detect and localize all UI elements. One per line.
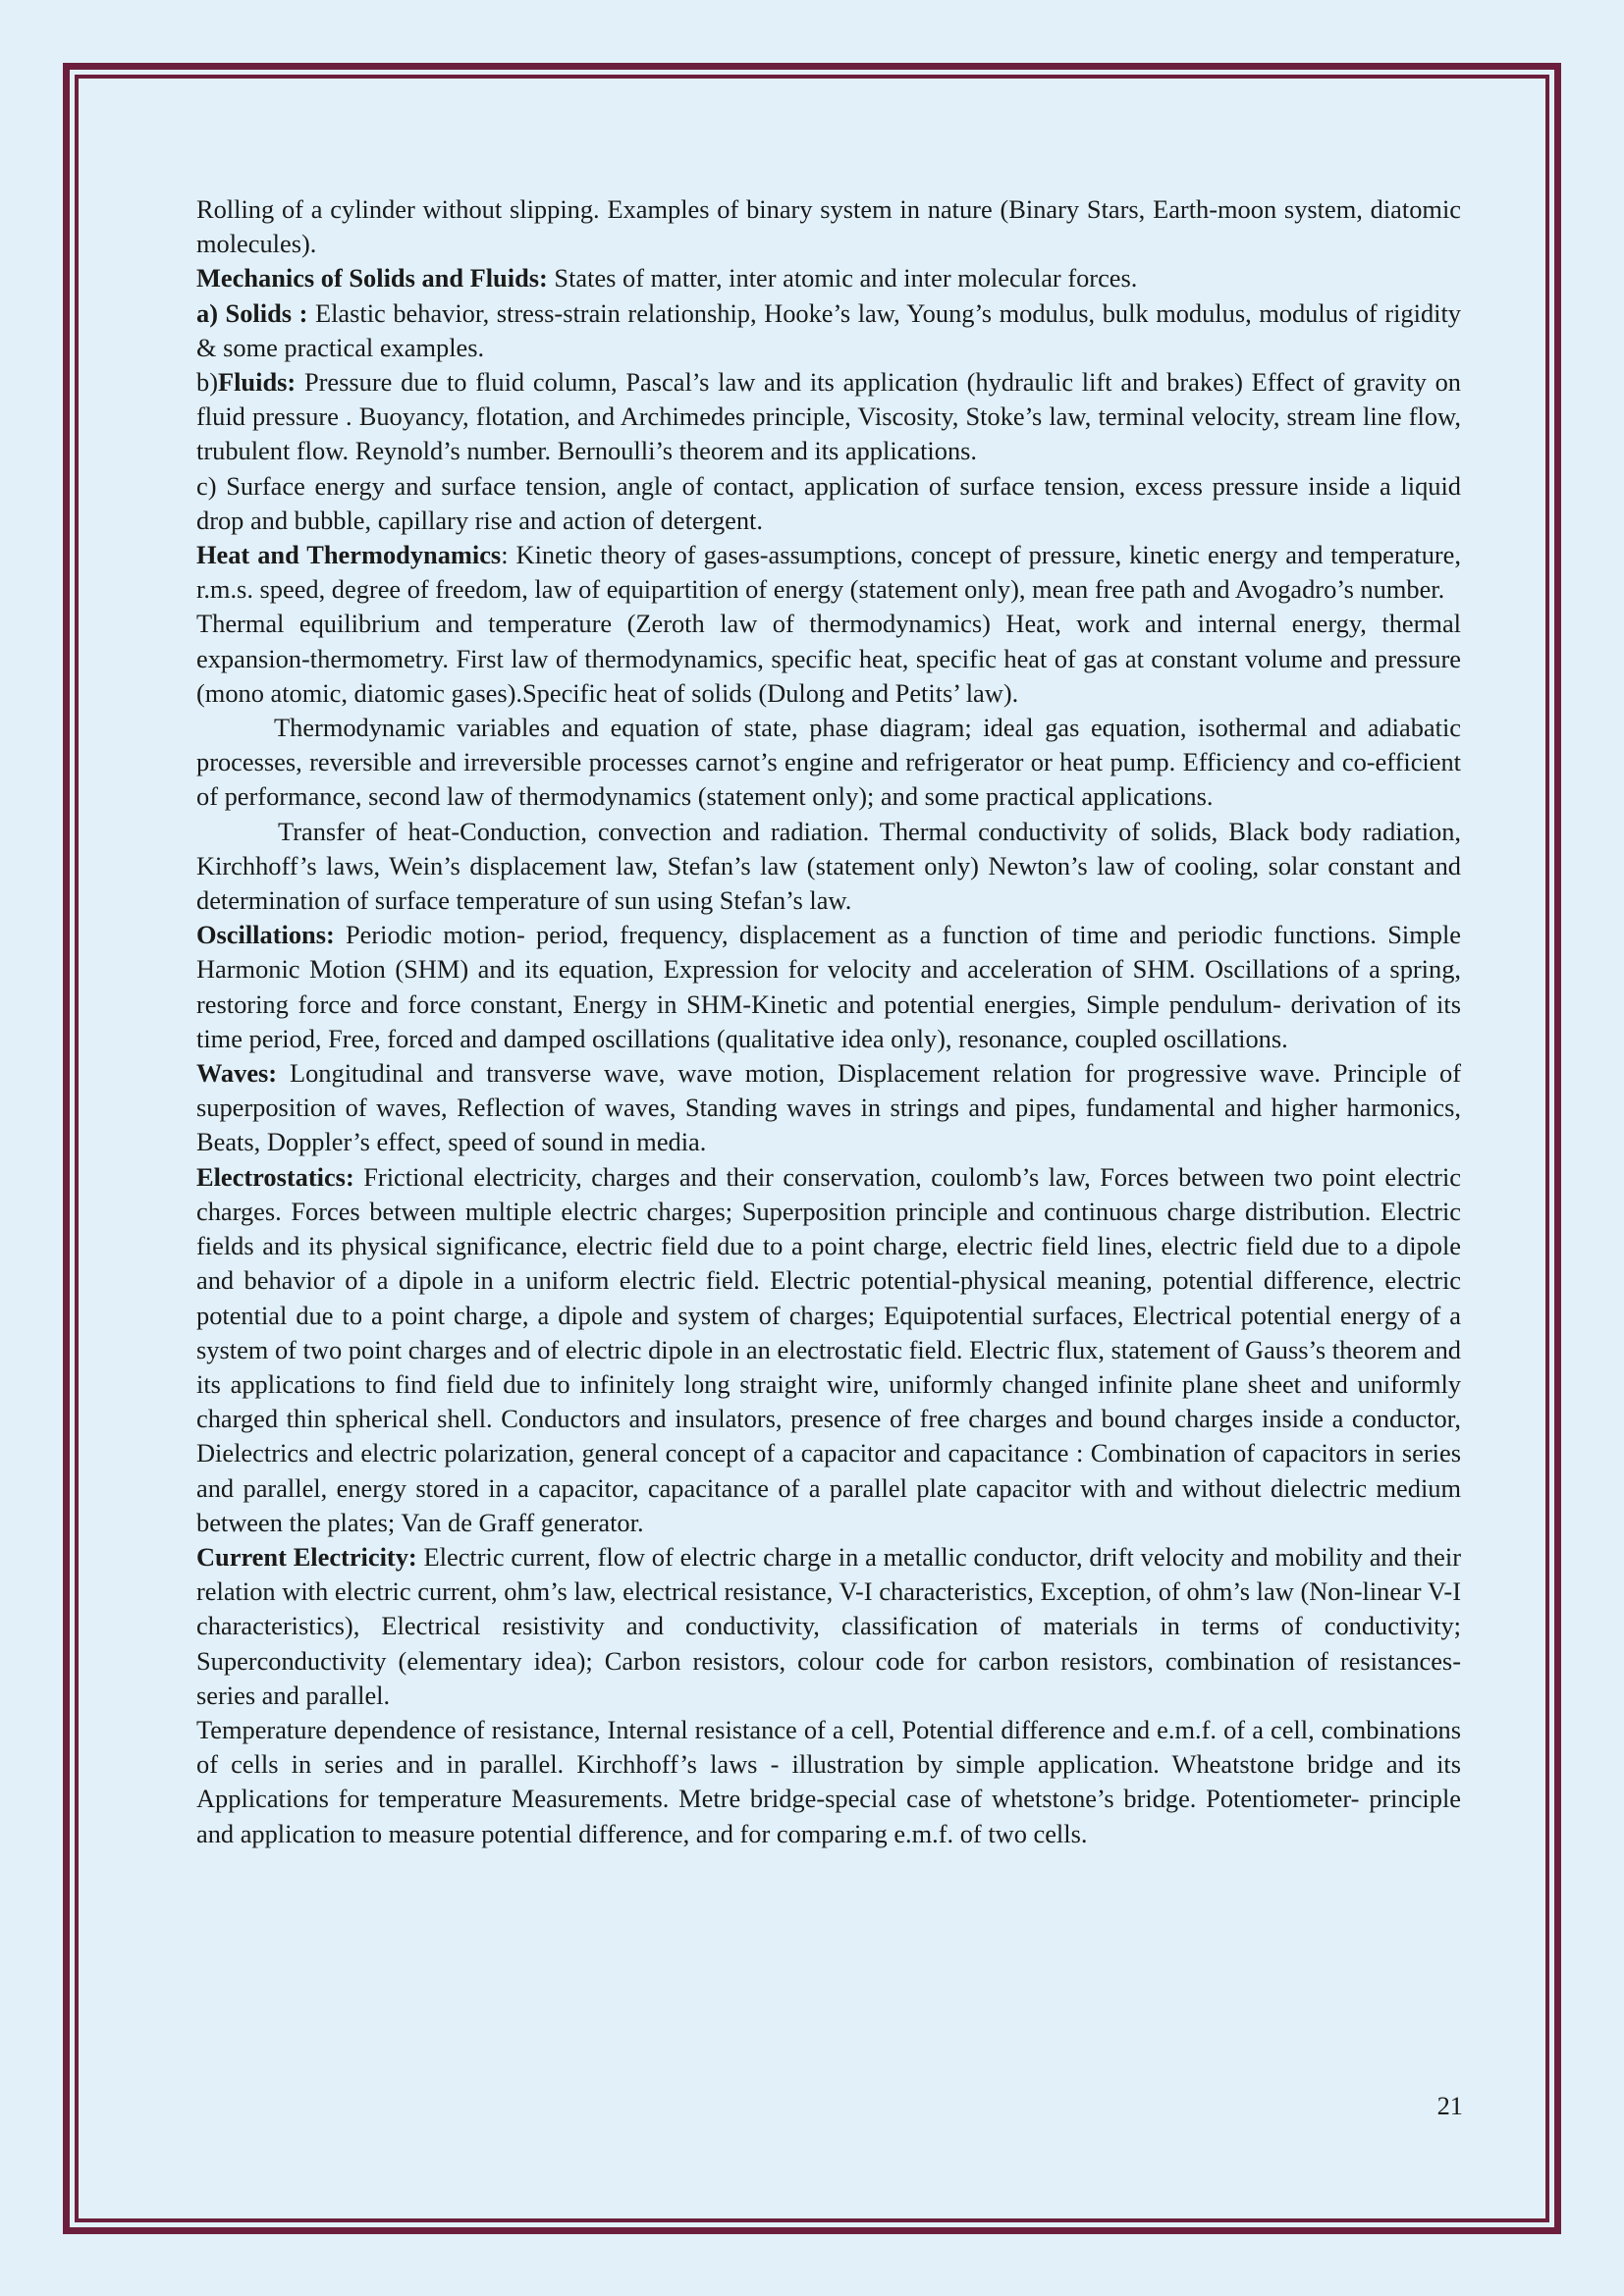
para-oscillations: [196, 918, 1461, 1056]
para-text: Thermal equilibrium and temperature (Zeroth law of thermodynamics) Heat, work and internal energy, thermal expansion-thermometry. First law of thermodynamics, specific heat, specific heat of gas at constant volume and pressure (mono atomic, diatomic gases).Specific heat of solids (Dulong and Petits’ law).: [196, 609, 1461, 708]
para-text: Longitudinal and transverse wave, wave motion, Displacement relation for progressive wave. Principle of superposition of waves, Reflection of waves, Standing waves in strings and pipes, fundamental and higher harmonics, Beats, Doppler’s effect, speed of sound in media.: [196, 1058, 1461, 1157]
para-transfer-of-heat: [196, 815, 1461, 919]
para-text: Frictional electricity, charges and their conservation, coulomb’s law, Forces between two point electric charges. Forces between multiple electric charges; Superposition principle and continuous charge distribution. Electric fields and its physical significance, electric field due to a point charge, electric field lines, electric field due to a dipole and behavior of a dipole in a uniform electric field. Electric potential-physical meaning, potential difference, electric potential due to a point charge, a dipole and system of charges; Equipotential surfaces, Electrical potential energy of a system of two point charges and of electric dipole in an electrostatic field. Electric flux, statement of Gauss’s theorem and its applications to find field due to infinitely long straight wire, uniformly changed infinite plane sheet and uniformly charged thin spherical shell. Conductors and insulators, presence of free charges and bound charges inside a conductor, Dielectrics and electric polarization, general concept of a capacitor and capacitance : Combination of capacitors in series and parallel, energy stored in a capacitor, capacitance of a parallel plate capacitor with and without dielectric medium between the plates; Van de Graff generator.: [196, 1161, 1461, 1537]
para-text: Transfer of heat-Conduction, convection and radiation. Thermal conductivity of solids, Black body radiation, Kirchhoff’s laws, Wein’s displacement law, Stefan’s law (statement only) Newton’s law of cooling, solar constant and determination of surface temperature of sun using Stefan’s law.: [196, 816, 1461, 916]
para-text: : Kinetic theory of gases-assumptions, concept of pressure, kinetic energy and temperature, r.m.s. speed, degree of freedom, law of equipartition of energy (statement only), mean free path and Avogadro’s number.: [196, 540, 1461, 605]
para-text: Pressure due to fluid column, Pascal’s law and its application (hydraulic lift and brakes) Effect of gravity on fluid pressure . Buoyancy, flotation, and Archimedes principle, Viscosity, Stoke’s law, terminal velocity, stream line flow, trubulent flow. Reynold’s number. Bernoulli’s theorem and its applications.: [196, 367, 1461, 466]
para-thermodynamic-variables: [196, 711, 1461, 815]
section-heading: Oscillations:: [196, 920, 335, 950]
para-mechanics-solids-fluids: [196, 261, 1461, 295]
para-prefix: b): [196, 367, 218, 398]
para-temperature-dependence: [196, 1713, 1461, 1851]
para-thermal-equilibrium: [196, 607, 1461, 711]
section-heading: Heat and Thermodynamics: [196, 540, 502, 570]
syllabus-text: [196, 192, 1461, 1851]
para-waves: [196, 1056, 1461, 1160]
para-solids: [196, 296, 1461, 365]
section-heading: a) Solids :: [196, 297, 308, 328]
para-text: c) Surface energy and surface tension, angle of contact, application of surface tension, excess pressure inside a liquid drop and bubble, capillary rise and action of detergent.: [196, 470, 1461, 535]
para-text: Periodic motion- period, frequency, displacement as a function of time and periodic functions. Simple Harmonic Motion (SHM) and its equation, Expression for velocity and acceleration of SHM. Oscillations of a spring, restoring force and force constant, Energy in SHM-Kinetic and potential energies, Simple pendulum- derivation of its time period, Free, forced and damped oscillations (qualitative idea only), resonance, coupled oscillations.: [196, 920, 1461, 1053]
section-heading: Current Electricity:: [196, 1541, 417, 1572]
para-electrostatics: [196, 1160, 1461, 1540]
section-heading: Electrostatics:: [196, 1161, 354, 1192]
para-text: Thermodynamic variables and equation of state, phase diagram; ideal gas equation, isothermal and adiabatic processes, reversible and irreversible processes carnot’s engine and refrigerator or heat pump. Efficiency and co-efficient of performance, second law of thermodynamics (statement only); and some practical applications.: [196, 713, 1461, 812]
para-fluids: [196, 365, 1461, 469]
para-current-electricity: [196, 1540, 1461, 1713]
para-text: Elastic behavior, stress-strain relationship, Hooke’s law, Young’s modulus, bulk modulus, modulus of rigidity & some practical examples.: [196, 297, 1461, 362]
para-surface-tension: [196, 469, 1461, 538]
para-text: Rolling of a cylinder without slipping. Examples of binary system in nature (Binary Stars, Earth-moon system, diatomic molecules).: [196, 194, 1461, 259]
section-heading: Fluids:: [217, 367, 297, 398]
para-rolling-cylinder: [196, 192, 1461, 261]
section-heading: Waves:: [196, 1058, 278, 1089]
para-text: Electric current, flow of electric charge in a metallic conductor, drift velocity and mobility and their relation with electric current, ohm’s law, electrical resistance, V-I characteristics, Exception, of ohm’s law (Non-linear V-I characteristics), Electrical resistivity and conductivity, classification of materials in terms of conductivity; Superconductivity (elementary idea); Carbon resistors, colour code for carbon resistors, combination of resistances- series and parallel.: [196, 1541, 1461, 1710]
page-number: 21: [1436, 2091, 1463, 2120]
para-heat-thermodynamics: [196, 538, 1461, 607]
para-text: States of matter, inter atomic and inter molecular forces.: [547, 263, 1138, 294]
section-heading: Mechanics of Solids and Fluids:: [196, 263, 548, 294]
para-text: Temperature dependence of resistance, Internal resistance of a cell, Potential difference and e.m.f. of a cell, combinations of cells in series and in parallel. Kirchhoff’s laws - illustration by simple application. Wheatstone bridge and its Applications for temperature Measurements. Metre bridge-special case of whetstone’s bridge. Potentiometer- principle and application to measure potential difference, and for comparing e.m.f. of two cells.: [196, 1714, 1461, 1848]
